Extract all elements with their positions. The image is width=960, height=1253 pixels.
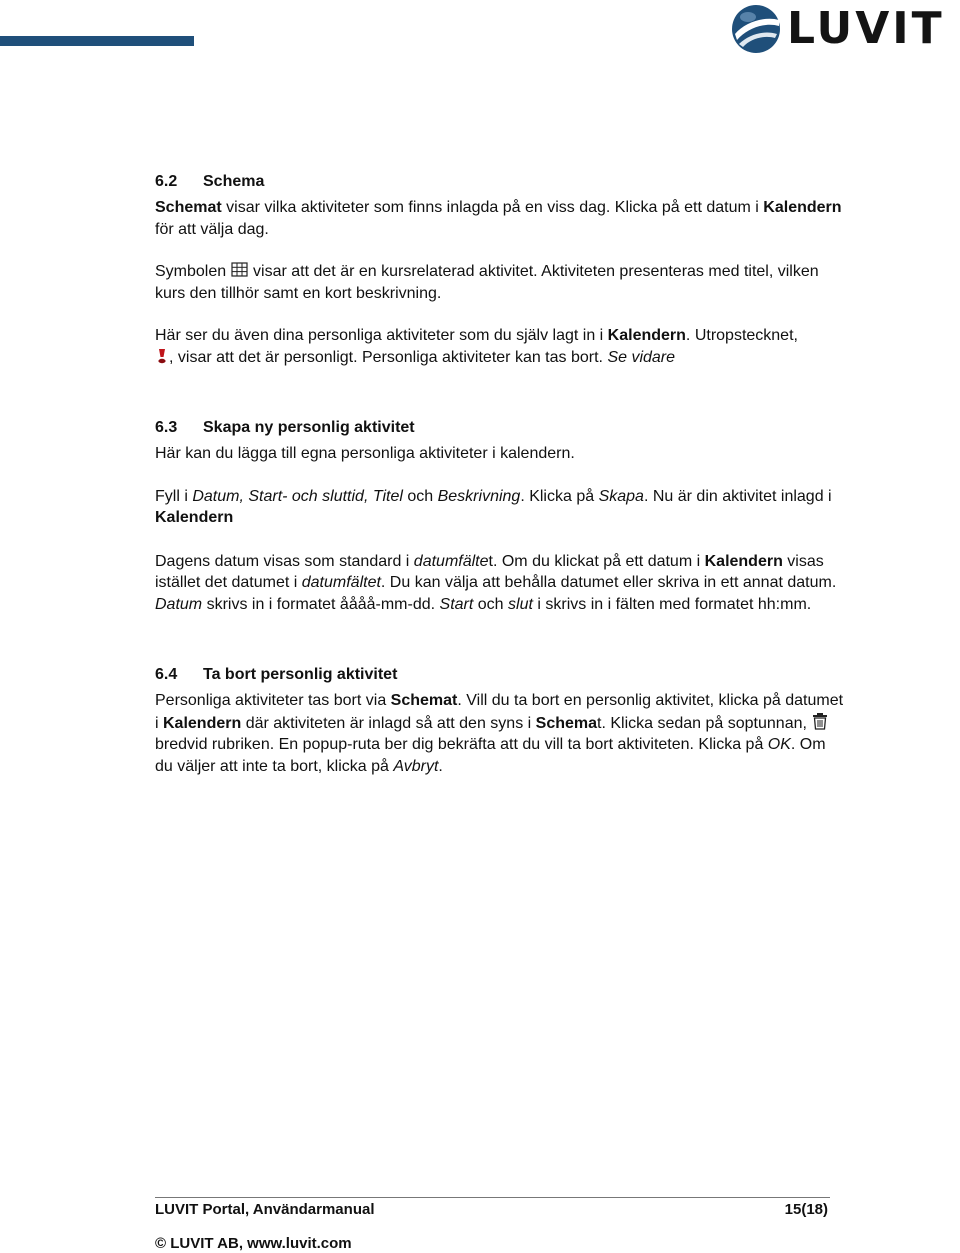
- paragraph: Dagens datum visas som standard i datumfältet. Om du klickat på ett datum i Kalendern visas istället det datumet i datumfältet. Du kan välja att behålla datumet eller skriva in ett annat datum. Datum skrivs in i formatet åååå-mm-dd. Start och slut i skrivs in i fälten med formatet hh:mm.: [155, 552, 837, 613]
- paragraph: Här kan du lägga till egna personliga aktiviteter i kalendern.: [155, 445, 575, 462]
- section-heading-6-3: 6.3 Skapa ny personlig aktivitet: [155, 419, 415, 436]
- section-heading-6-4: 6.4 Ta bort personlig aktivitet: [155, 666, 398, 683]
- paragraph: Schemat visar vilka aktiviteter som finns inlagda på en viss dag. Klicka på ett datum i Kalendern för att välja dag.: [155, 199, 842, 238]
- paragraph: Fyll i Datum, Start- och sluttid, Titel och Beskrivning. Klicka på Skapa. Nu är din aktivitet inlagd i Kalendern: [155, 487, 832, 526]
- brand-name: LUVIT: [787, 3, 945, 54]
- section-heading-6-2: 6.2 Schema: [155, 173, 265, 190]
- paragraph: Symbolen visar att det är en kursrelaterad aktivitet. Aktiviteten presenteras med titel, vilken kurs den tillhör samt en kort beskrivning.: [155, 263, 819, 302]
- luvit-logo: [731, 4, 959, 54]
- footer-divider: [155, 1197, 830, 1198]
- page-content: [155, 171, 845, 777]
- footer-title: LUVIT Portal, Användarmanual: [155, 1201, 375, 1218]
- exclamation-icon: [155, 348, 169, 364]
- header-accent-bar: [0, 36, 194, 46]
- globe-icon: [731, 4, 781, 54]
- trash-icon: [811, 712, 829, 730]
- grid-icon: [231, 262, 249, 278]
- paragraph: Här ser du även dina personliga aktiviteter som du själv lagt in i Kalendern. Utropstecknet, , visar att det är personligt. Personliga aktiviteter kan tas bort. Se vidare: [155, 327, 798, 366]
- paragraph: Personliga aktiviteter tas bort via Schemat. Vill du ta bort en personlig aktivitet, klicka på datumet i Kalendern där aktiviteten är inlagd så att den syns i Schemat. Klicka sedan på soptunnan, bredvid rubriken. En popup-ruta ber dig bekräfta att du vill ta bort aktiviteten. Klicka på OK. Om du väljer att inte ta bort, klicka på Avbryt.: [155, 692, 844, 775]
- footer-copyright: © LUVIT AB, www.luvit.com: [155, 1235, 352, 1252]
- page-number: 15(18): [784, 1201, 828, 1218]
